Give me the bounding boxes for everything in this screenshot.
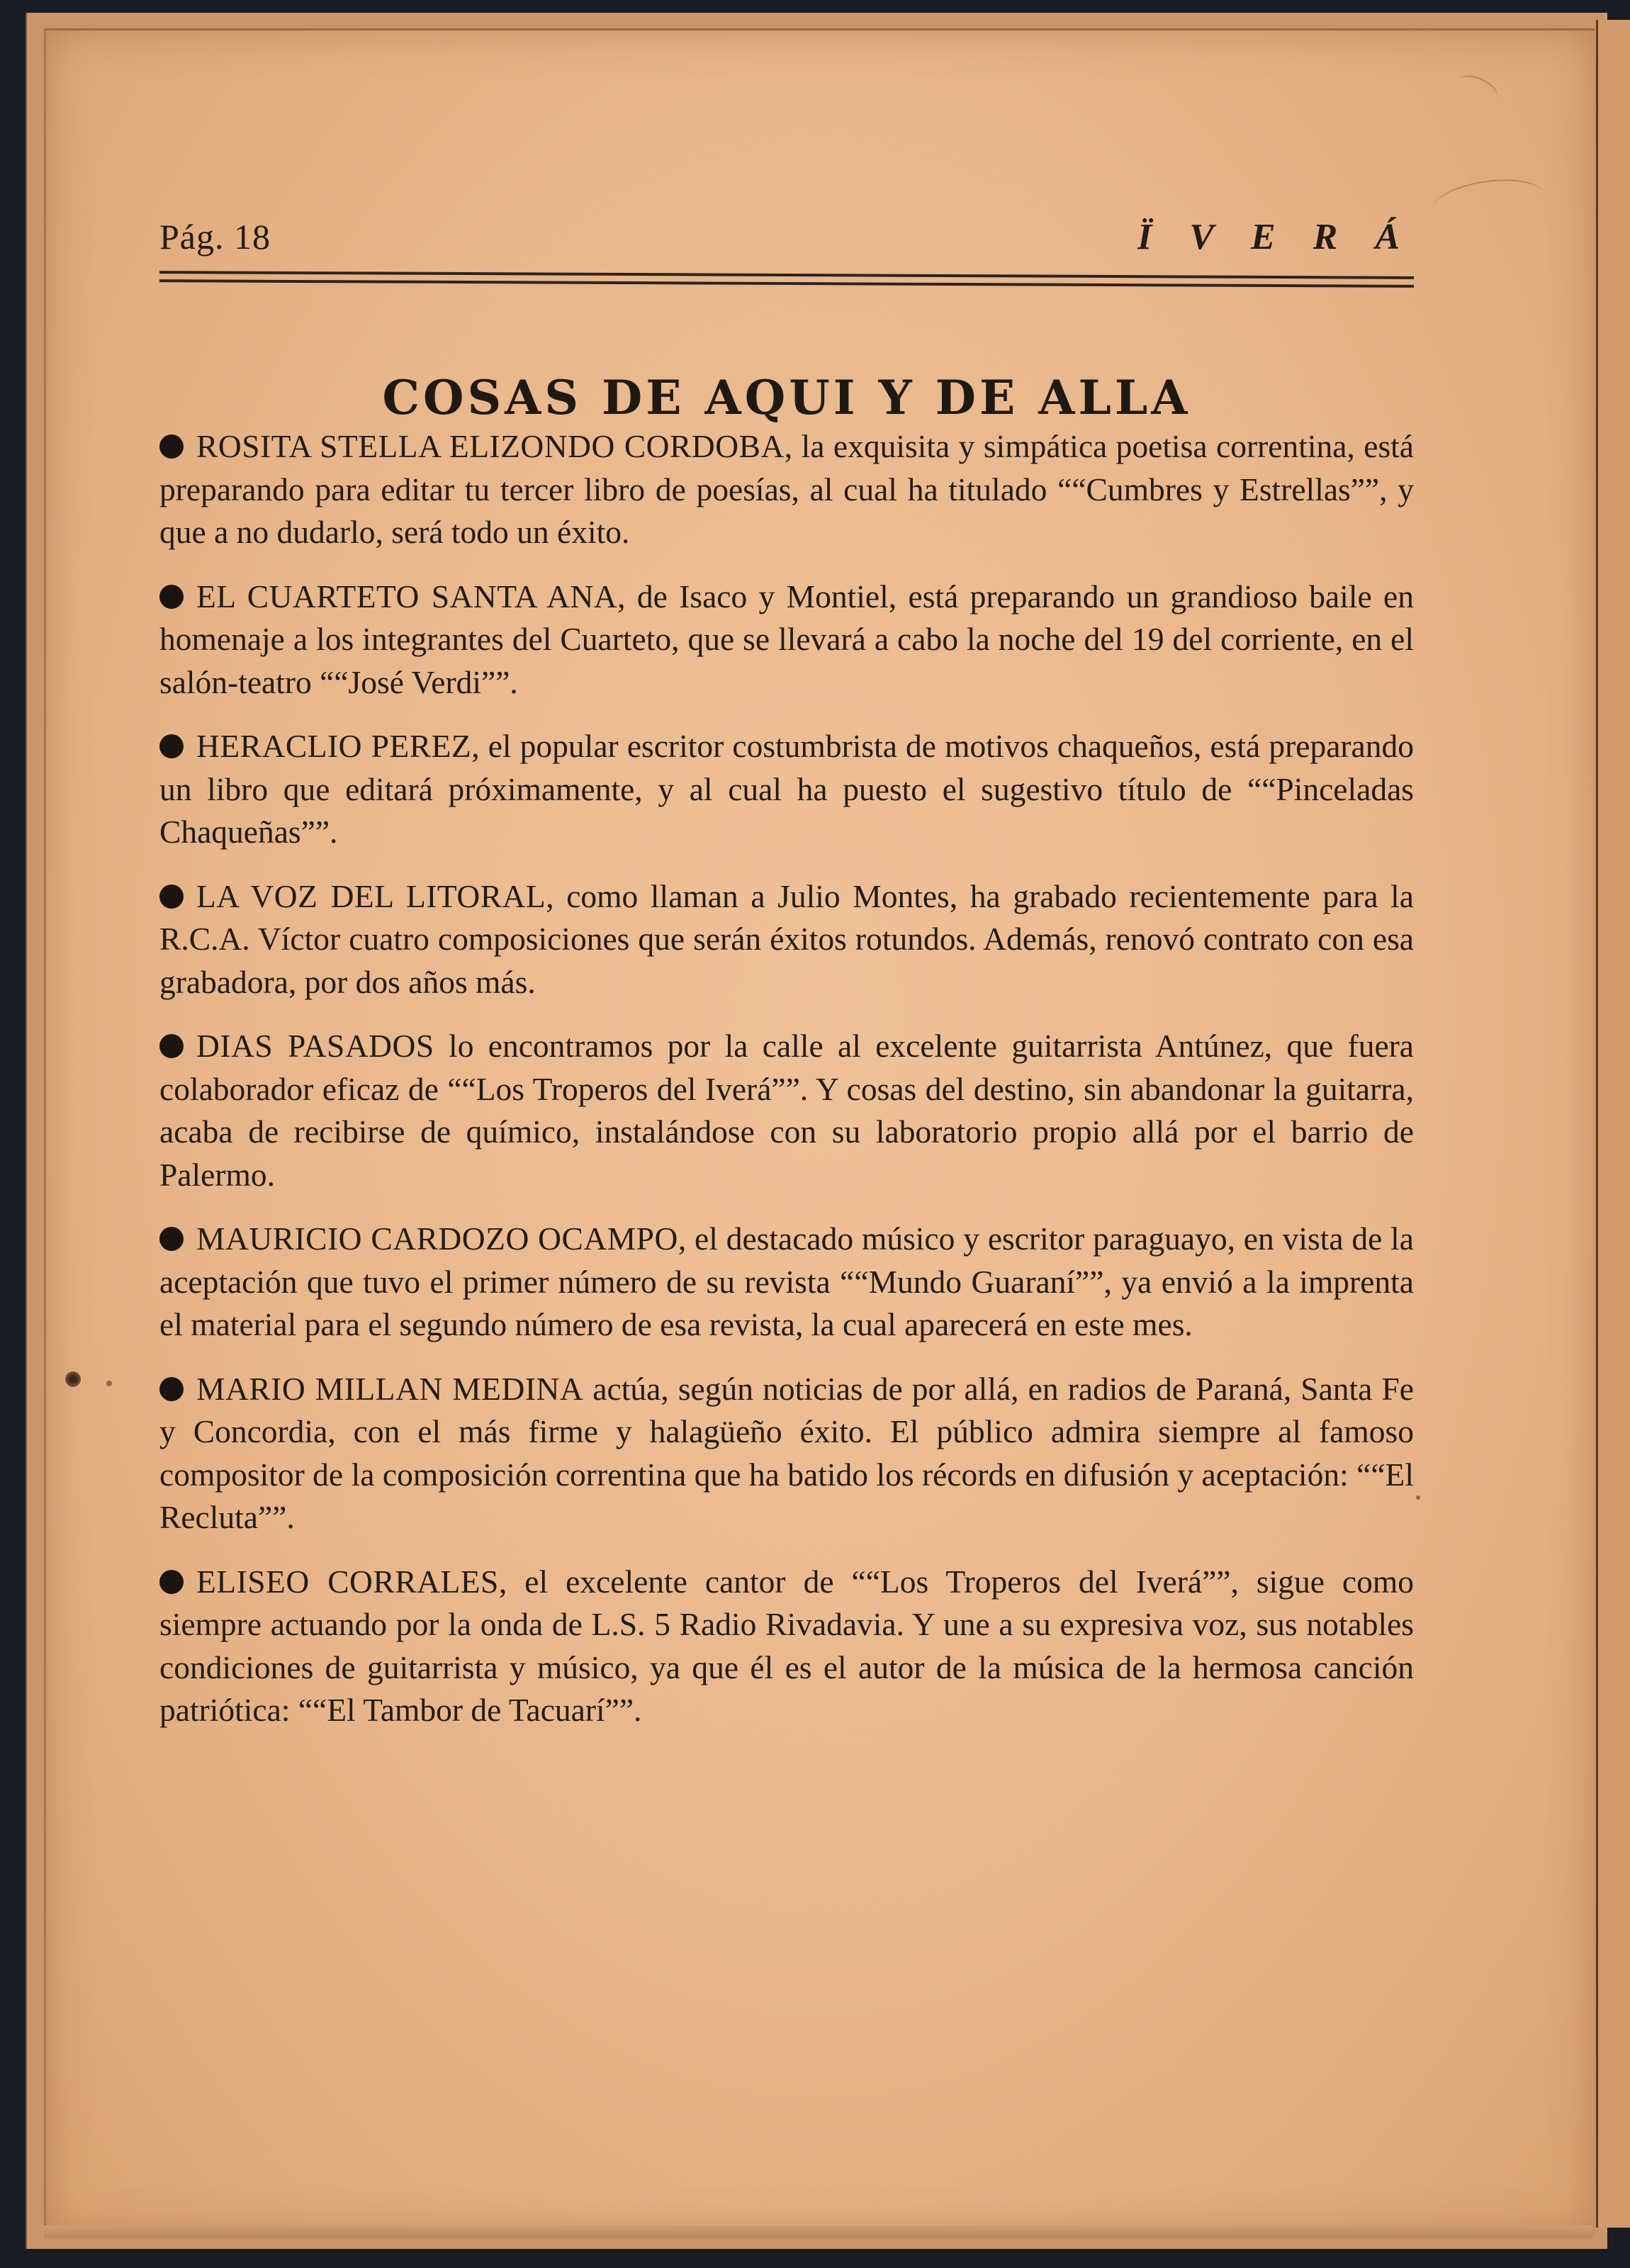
bullet-icon: [159, 1377, 184, 1401]
news-item-text: , la exquisita y simpática poetisa correntina, está preparando para editar tu tercer libro de poesías, al cual ha titulado ““Cumbres y Estrellas””, y que a no dudarlo, será todo un éxito.: [159, 428, 1414, 550]
news-item: [159, 425, 1414, 554]
paper-speck: [106, 1381, 112, 1386]
news-item: [159, 576, 1414, 704]
page-bottom-edge: [44, 2225, 1592, 2238]
publication-masthead: Ï V E R Á: [1137, 217, 1414, 257]
news-item: [159, 1218, 1414, 1347]
paper-speck: [1416, 1495, 1420, 1500]
news-item-lead: MARIO MILLAN MEDINA: [196, 1370, 584, 1407]
news-item: [159, 1561, 1414, 1732]
news-item-text: , como llaman a Julio Montes, ha grabado recientemente para la R.C.A. Víctor cuatro composiciones que serán éxitos rotundos. Además, renovó contrato con esa grabadora, por dos años más.: [159, 877, 1414, 1000]
bullet-icon: [159, 585, 184, 609]
news-item: [159, 1368, 1414, 1539]
bullet-icon: [159, 1227, 184, 1251]
news-item-lead: DIAS PASADOS: [196, 1028, 434, 1064]
news-item-lead: ROSITA STELLA ELIZONDO CORDOBA: [196, 428, 785, 464]
bullet-icon: [159, 1570, 184, 1594]
paper-stain: [65, 1371, 81, 1387]
news-item-text: , el excelente cantor de ““Los Troperos del Iverá””, sigue como siempre actuando por la onda de L.S. 5 Radio Rivadavia. Y une a su expresiva voz, sus notables condiciones de guitarrista y músico, ya que él es el autor de la música de la hermosa canción patriótica: ““El Tambor de Tacuarí””.: [159, 1563, 1414, 1728]
news-item: [159, 725, 1414, 854]
bullet-icon: [159, 885, 184, 909]
news-item-lead: MAURICIO CARDOZO OCAMPO: [196, 1220, 678, 1257]
adjacent-page: [1598, 20, 1630, 2228]
bullet-icon: [159, 434, 184, 459]
news-items: [159, 425, 1414, 1753]
news-item-lead: EL CUARTETO SANTA ANA: [196, 578, 618, 614]
bullet-icon: [159, 1034, 184, 1058]
news-item-text: , de Isaco y Montiel, está preparando un grandioso baile en homenaje a los integrantes del Cuarteto, que se llevará a cabo la noche del 19 del corriente, en el salón-teatro ““José Verdi””.: [159, 578, 1414, 700]
news-item-text: , el destacado músico y escritor paraguayo, en vista de la aceptación que tuvo el primer número de su revista ““Mundo Guaraní””, ya envió a la imprenta el material para el segundo número de esa revista, la cual aparecerá en este mes.: [159, 1220, 1414, 1342]
news-item: [159, 1025, 1414, 1196]
news-item: [159, 875, 1414, 1004]
news-item-text: actúa, según noticias de por allá, en radios de Paraná, Santa Fe y Concordia, con el más firme y halagüeño éxito. El público admira siempre al famoso compositor de la composición correntina que ha batido los récords en difusión y aceptación: ““El Recluta””.: [159, 1370, 1414, 1535]
news-item-text: , el popular escritor costumbrista de motivos chaqueños, está preparando un libro que editará próximamente, y al cual ha puesto el sugestivo título de ““Pinceladas Chaqueñas””.: [159, 728, 1414, 850]
news-item-text: lo encontramos por la calle al excelente guitarrista Antúnez, que fuera colaborador eficaz de ““Los Troperos del Iverá””. Y cosas del destino, sin abandonar la guitarra, acaba de recibirse de químico, instalándose con su laboratorio propio allá por el barrio de Palermo.: [159, 1028, 1414, 1193]
running-head: [159, 216, 1414, 266]
adjacent-page-edge: [1596, 20, 1598, 2228]
news-item-lead: ELISEO CORRALES: [196, 1563, 499, 1600]
section-title: COSAS DE AQUI Y DE ALLA: [382, 370, 1191, 426]
news-item-lead: LA VOZ DEL LITORAL: [196, 877, 546, 914]
news-item-lead: HERACLIO PEREZ: [196, 728, 472, 764]
bullet-icon: [159, 734, 184, 758]
page-number: Pág. 18: [159, 217, 271, 257]
